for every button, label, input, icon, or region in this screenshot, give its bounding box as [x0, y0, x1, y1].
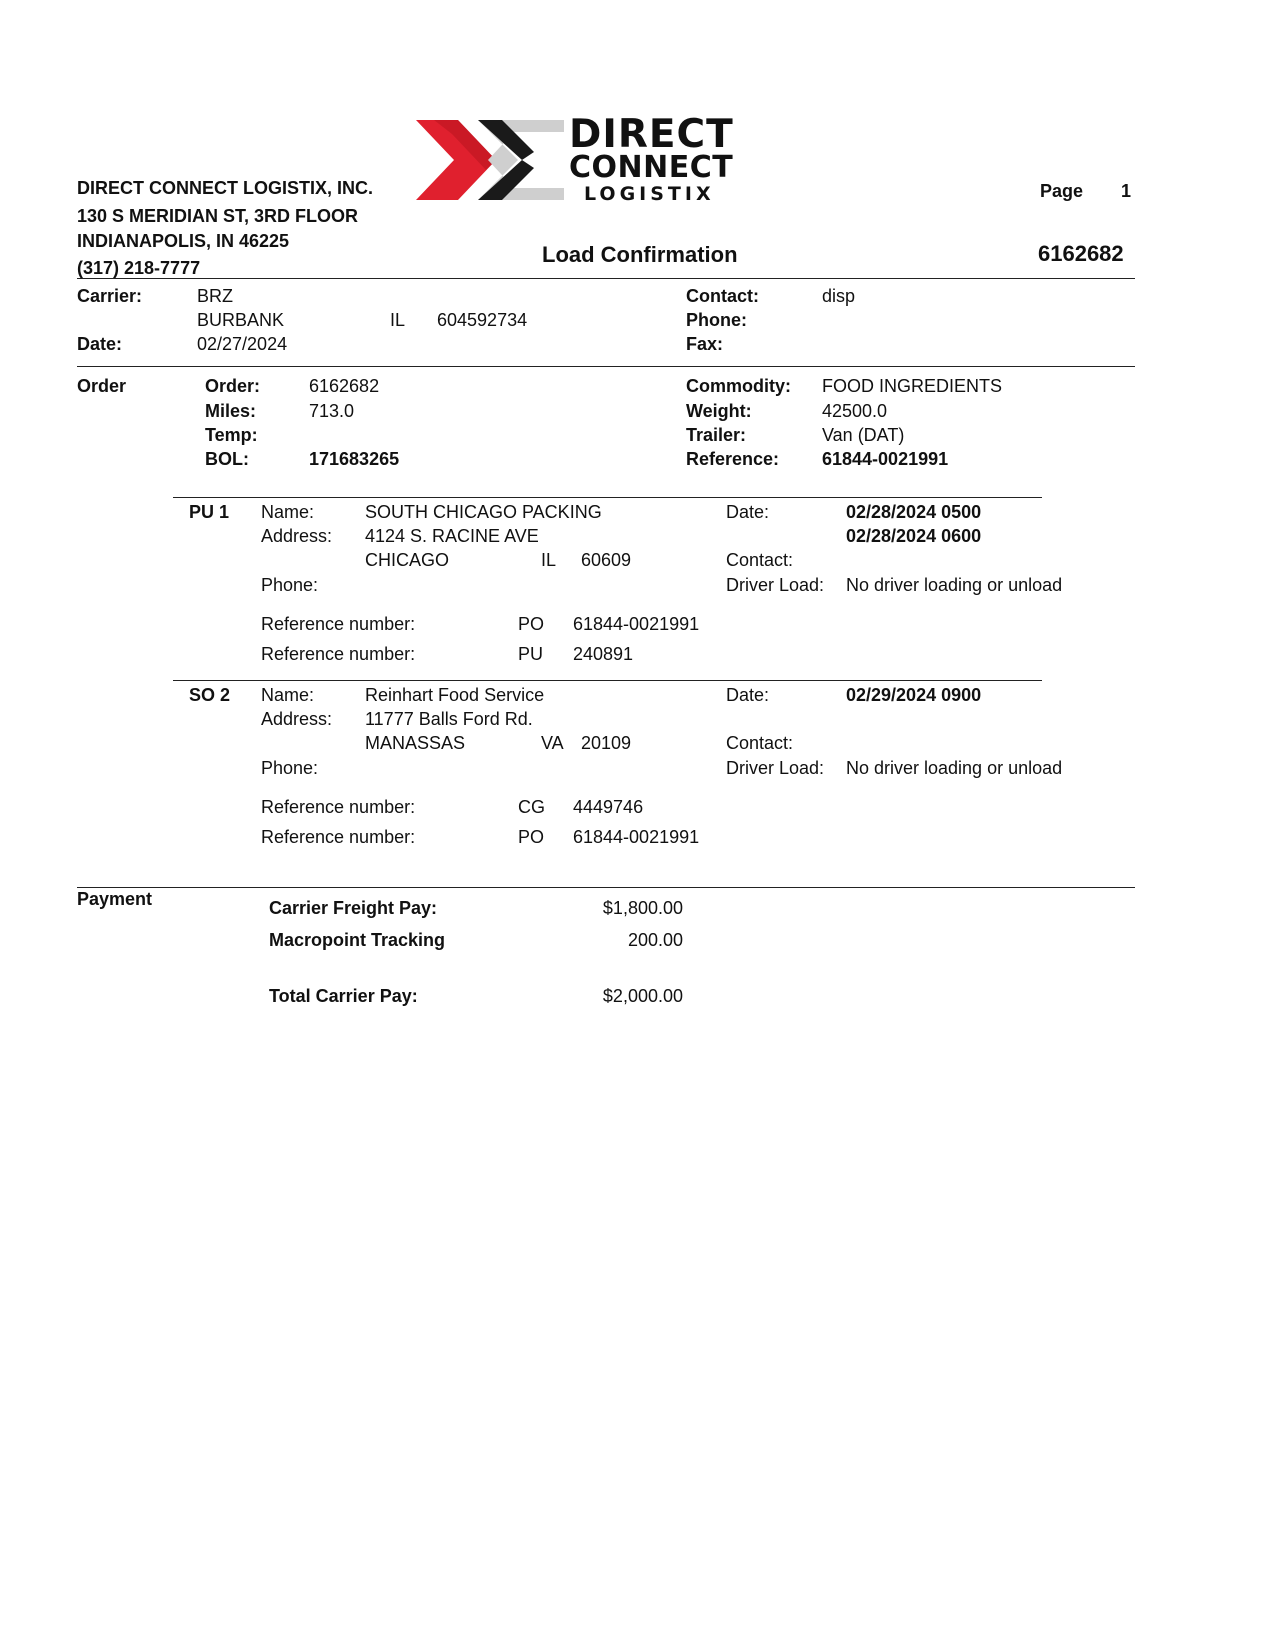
- stop-1-state: IL: [541, 550, 557, 570]
- stop-1-ref-2-value: 240891: [573, 644, 634, 664]
- document-title: Load Confirmation: [542, 242, 738, 267]
- commodity-value: FOOD INGREDIENTS: [822, 376, 1003, 396]
- stop-2-phone-label: Phone:: [261, 758, 319, 778]
- carrier-date: 02/27/2024: [197, 334, 288, 354]
- carrier-state: IL: [390, 310, 406, 330]
- stop-2-name-label: Name:: [261, 685, 315, 705]
- stop-2-contact-label: Contact:: [726, 733, 794, 753]
- company-phone: (317) 218-7777: [77, 258, 201, 278]
- stop-1-ref-2-label: Reference number:: [261, 644, 416, 664]
- stop-2-ref-2-value: 61844-0021991: [573, 827, 700, 847]
- stop-1-zip: 60609: [581, 550, 632, 570]
- stop-1-ref-1-label: Reference number:: [261, 614, 416, 634]
- stop-1-divider: [173, 497, 1042, 498]
- logo-line-1: DIRECT: [569, 112, 734, 157]
- bol-label: BOL:: [205, 449, 249, 469]
- stop-1-phone-label: Phone:: [261, 575, 319, 595]
- carrier-divider: [77, 366, 1135, 367]
- stop-2-code: SO 2: [189, 685, 231, 705]
- fax-label: Fax:: [686, 334, 724, 354]
- company-address-1: 130 S MERIDIAN ST, 3RD FLOOR: [77, 206, 359, 226]
- page-label: Page: [1040, 181, 1084, 201]
- miles-label: Miles:: [205, 401, 257, 421]
- payment-section-label: Payment: [77, 889, 153, 909]
- stop-1-name: SOUTH CHICAGO PACKING: [365, 502, 602, 522]
- stop-2-ref-1-value: 4449746: [573, 797, 644, 817]
- stop-1-date-label: Date:: [726, 502, 770, 522]
- carrier-city: BURBANK: [197, 310, 285, 330]
- stop-2-divider: [173, 680, 1042, 681]
- stop-2-address: 11777 Balls Ford Rd.: [365, 709, 533, 729]
- trailer-value: Van (DAT): [822, 425, 905, 445]
- commodity-label: Commodity:: [686, 376, 791, 396]
- stop-2-driver-load-label: Driver Load:: [726, 758, 825, 778]
- reference-value: 61844-0021991: [822, 449, 949, 469]
- company-address-2: INDIANAPOLIS, IN 46225: [77, 231, 290, 251]
- stop-2-date-label: Date:: [726, 685, 770, 705]
- carrier-label: Carrier:: [77, 286, 143, 306]
- temp-label: Temp:: [205, 425, 258, 445]
- stop-2-zip: 20109: [581, 733, 632, 753]
- carrier-name: BRZ: [197, 286, 233, 306]
- stop-1-ref-1-value: 61844-0021991: [573, 614, 700, 634]
- stop-2-ref-2-label: Reference number:: [261, 827, 416, 847]
- stop-2-city: MANASSAS: [365, 733, 466, 753]
- company-name: DIRECT CONNECT LOGISTIX, INC.: [77, 178, 374, 198]
- stop-2-address-label: Address:: [261, 709, 333, 729]
- stop-1-ref-1-type: PO: [518, 614, 545, 634]
- stop-1-address: 4124 S. RACINE AVE: [365, 526, 539, 546]
- dcl-x-logo-icon: [414, 116, 566, 204]
- order-number-label: Order:: [205, 376, 261, 396]
- stop-2-ref-2-type: PO: [518, 827, 545, 847]
- trailer-label: Trailer:: [686, 425, 747, 445]
- miles-value: 713.0: [309, 401, 355, 421]
- stop-1-date-2: 02/28/2024 0600: [846, 526, 982, 546]
- payment-divider: [77, 887, 1135, 888]
- header-divider: [77, 278, 1135, 279]
- carrier-date-label: Date:: [77, 334, 123, 354]
- total-pay-label: Total Carrier Pay:: [269, 986, 418, 1006]
- stop-1-date-1: 02/28/2024 0500: [846, 502, 982, 522]
- stop-1-city: CHICAGO: [365, 550, 450, 570]
- stop-2-date-1: 02/29/2024 0900: [846, 685, 982, 705]
- page-number: 1: [1121, 181, 1132, 201]
- stop-2-driver-load: No driver loading or unload: [846, 758, 1063, 778]
- freight-pay-value: $1,800.00: [602, 898, 683, 918]
- stop-1-driver-load: No driver loading or unload: [846, 575, 1063, 595]
- logo-line-2: CONNECT: [569, 150, 734, 185]
- stop-2-name: Reinhart Food Service: [365, 685, 545, 705]
- order-number: 6162682: [309, 376, 380, 396]
- stop-1-address-label: Address:: [261, 526, 333, 546]
- document-number: 6162682: [1038, 241, 1124, 266]
- reference-label: Reference:: [686, 449, 780, 469]
- logo-line-3: LOGISTIX: [584, 183, 715, 205]
- order-section-label: Order: [77, 376, 127, 396]
- tracking-label: Macropoint Tracking: [269, 930, 446, 950]
- phone-label: Phone:: [686, 310, 747, 330]
- stop-1-name-label: Name:: [261, 502, 315, 522]
- tracking-value: 200.00: [627, 930, 683, 950]
- contact-value: disp: [822, 286, 856, 306]
- stop-1-contact-label: Contact:: [726, 550, 794, 570]
- stop-1-driver-load-label: Driver Load:: [726, 575, 825, 595]
- bol-value: 171683265: [309, 449, 400, 469]
- stop-1-ref-2-type: PU: [518, 644, 544, 664]
- carrier-zip: 604592734: [437, 310, 528, 330]
- stop-1-code: PU 1: [189, 502, 230, 522]
- weight-label: Weight:: [686, 401, 752, 421]
- contact-label: Contact:: [686, 286, 759, 306]
- freight-pay-label: Carrier Freight Pay:: [269, 898, 438, 918]
- total-pay-value: $2,000.00: [602, 986, 683, 1006]
- stop-2-state: VA: [541, 733, 564, 753]
- weight-value: 42500.0: [822, 401, 888, 421]
- stop-2-ref-1-type: CG: [518, 797, 545, 817]
- stop-2-ref-1-label: Reference number:: [261, 797, 416, 817]
